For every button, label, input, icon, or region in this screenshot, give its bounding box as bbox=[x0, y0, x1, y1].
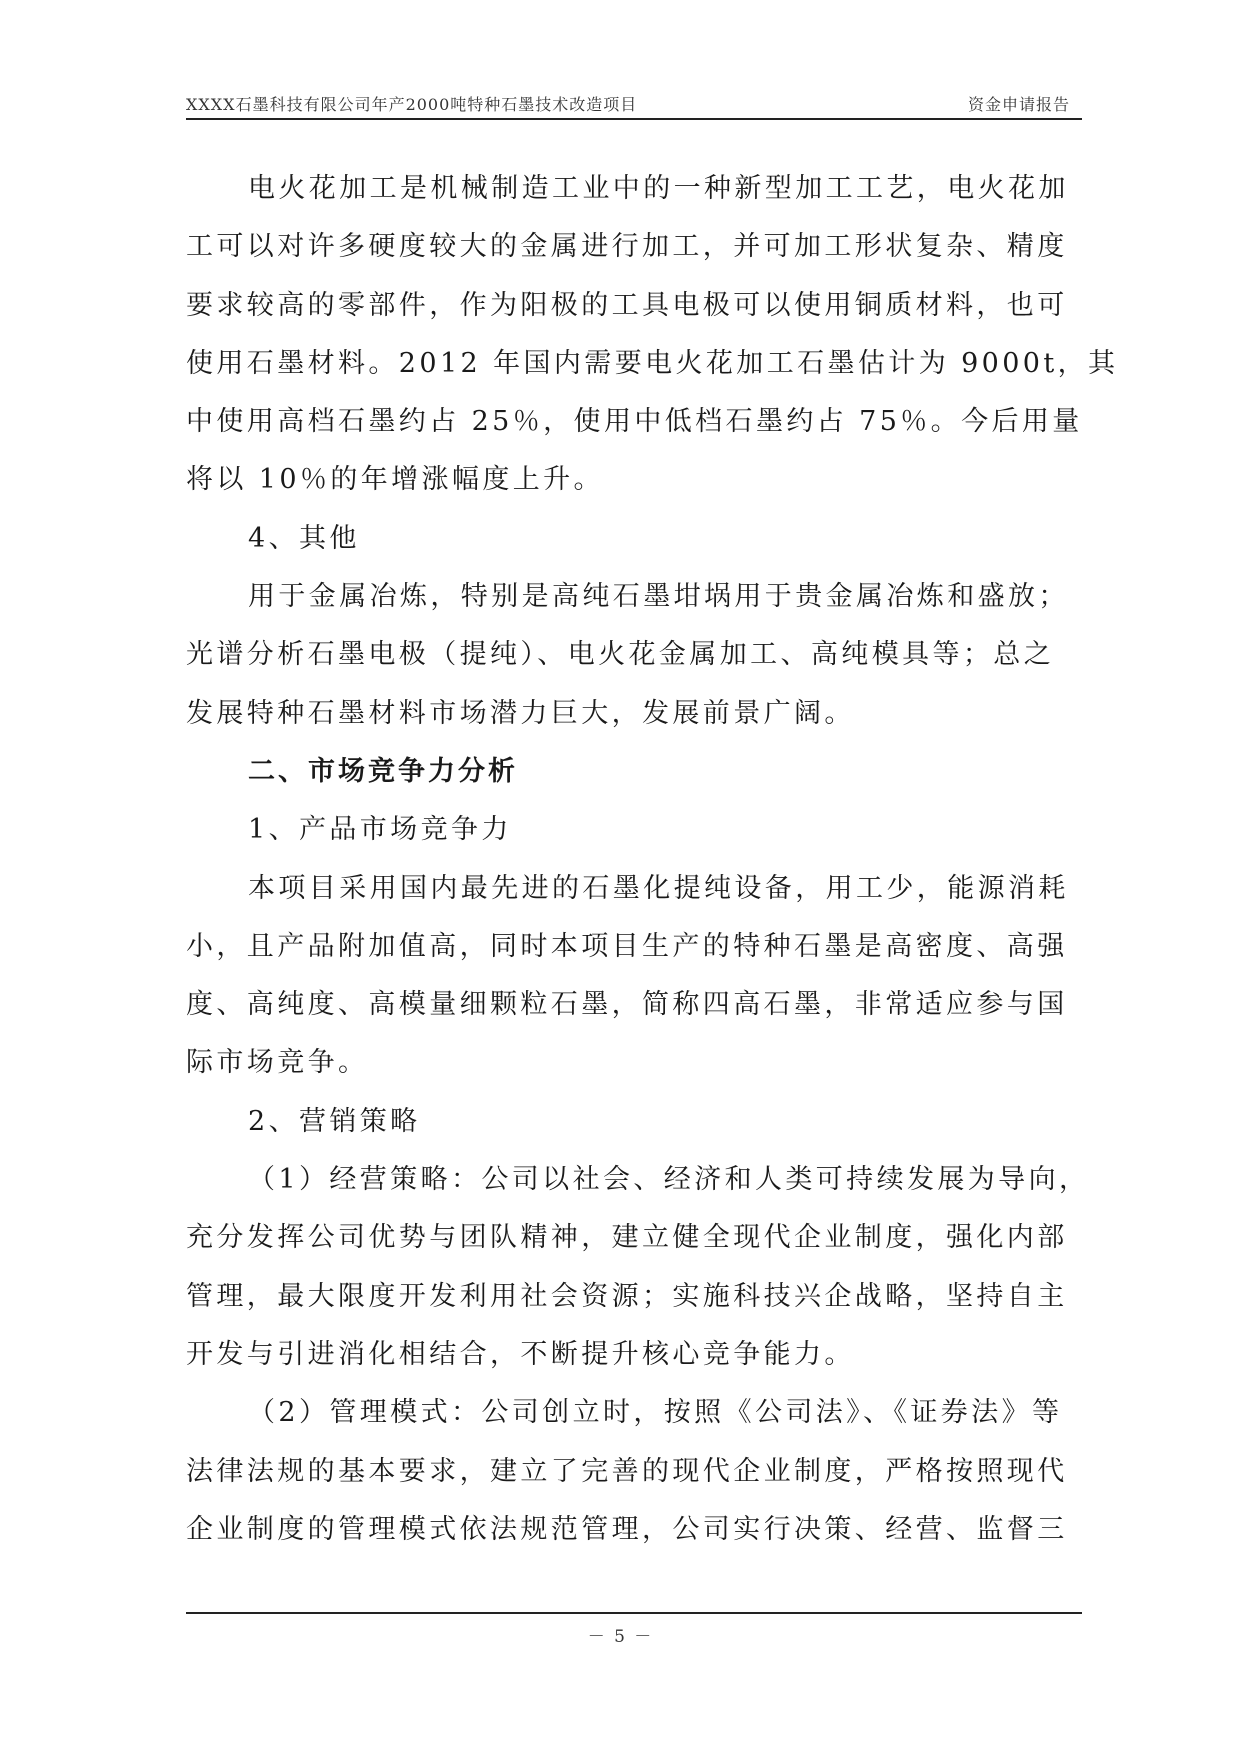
paragraph-line: 际市场竞争。 bbox=[186, 1047, 369, 1079]
body-text bbox=[186, 160, 1119, 1559]
paragraph-line: 要求较高的零部件，作为阳极的工具电极可以使用铜质材料，也可 bbox=[186, 289, 1068, 321]
header-section: 资金申请报告 bbox=[967, 95, 1070, 114]
paragraph-line: 将以 10％的年增涨幅度上升。 bbox=[186, 464, 604, 496]
page-header bbox=[186, 88, 1082, 118]
header-title: XXXX石墨科技有限公司年产2000吨特种石墨技术改造项目 bbox=[186, 95, 638, 114]
paragraph-line: 管理，最大限度开发利用社会资源；实施科技兴企战略，坚持自主 bbox=[186, 1280, 1068, 1312]
subheading-product-competitiveness: 1、产品市场竞争力 bbox=[248, 814, 512, 846]
paragraph-line: 发展特种石墨材料市场潜力巨大，发展前景广阔。 bbox=[186, 697, 855, 729]
paragraph-line: 中使用高档石墨约占 25％，使用中低档石墨约占 75％。今后用量 bbox=[186, 406, 1083, 438]
paragraph-line: 本项目采用国内最先进的石墨化提纯设备，用工少，能源消耗 bbox=[248, 872, 1069, 904]
paragraph-line: 法律法规的基本要求，建立了完善的现代企业制度，严格按照现代 bbox=[186, 1455, 1068, 1487]
paragraph-line: 企业制度的管理模式依法规范管理，公司实行决策、经营、监督三 bbox=[186, 1513, 1068, 1545]
paragraph-line: 电火花加工是机械制造工业中的一种新型加工工艺，电火花加 bbox=[248, 173, 1069, 204]
paragraph-line: 光谱分析石墨电极（提纯）、电火花金属加工、高纯模具等；总之 bbox=[186, 639, 1055, 671]
footer-divider bbox=[186, 1612, 1082, 1614]
page-number: － 5 － bbox=[587, 1627, 654, 1647]
paragraph-line: 开发与引进消化相结合，不断提升核心竞争能力。 bbox=[186, 1338, 855, 1370]
header-divider bbox=[186, 118, 1082, 120]
section-heading-market-competitiveness: 二、市场竞争力分析 bbox=[248, 755, 518, 787]
paragraph-line: 工可以对许多硬度较大的金属进行加工，并可加工形状复杂、精度 bbox=[186, 231, 1068, 263]
paragraph-line: 充分发挥公司优势与团队精神，建立健全现代企业制度，强化内部 bbox=[186, 1222, 1068, 1254]
paragraph-line: （2）管理模式：公司创立时，按照《公司法》、《证券法》等 bbox=[248, 1397, 1063, 1429]
subheading-other: 4、其他 bbox=[248, 522, 360, 554]
subheading-marketing-strategy: 2、营销策略 bbox=[248, 1105, 421, 1137]
paragraph-line: （1）经营策略：公司以社会、经济和人类可持续发展为导向， bbox=[248, 1164, 1090, 1196]
paragraph-line: 使用石墨材料。2012 年国内需要电火花加工石墨估计为 9000t，其 bbox=[186, 347, 1119, 379]
paragraph-line: 度、高纯度、高模量细颗粒石墨，简称四高石墨，非常适应参与国 bbox=[186, 989, 1068, 1021]
paragraph-line: 小，且产品附加值高，同时本项目生产的特种石墨是高密度、高强 bbox=[186, 930, 1068, 962]
paragraph-line: 用于金属冶炼，特别是高纯石墨坩埚用于贵金属冶炼和盛放； bbox=[248, 581, 1069, 613]
